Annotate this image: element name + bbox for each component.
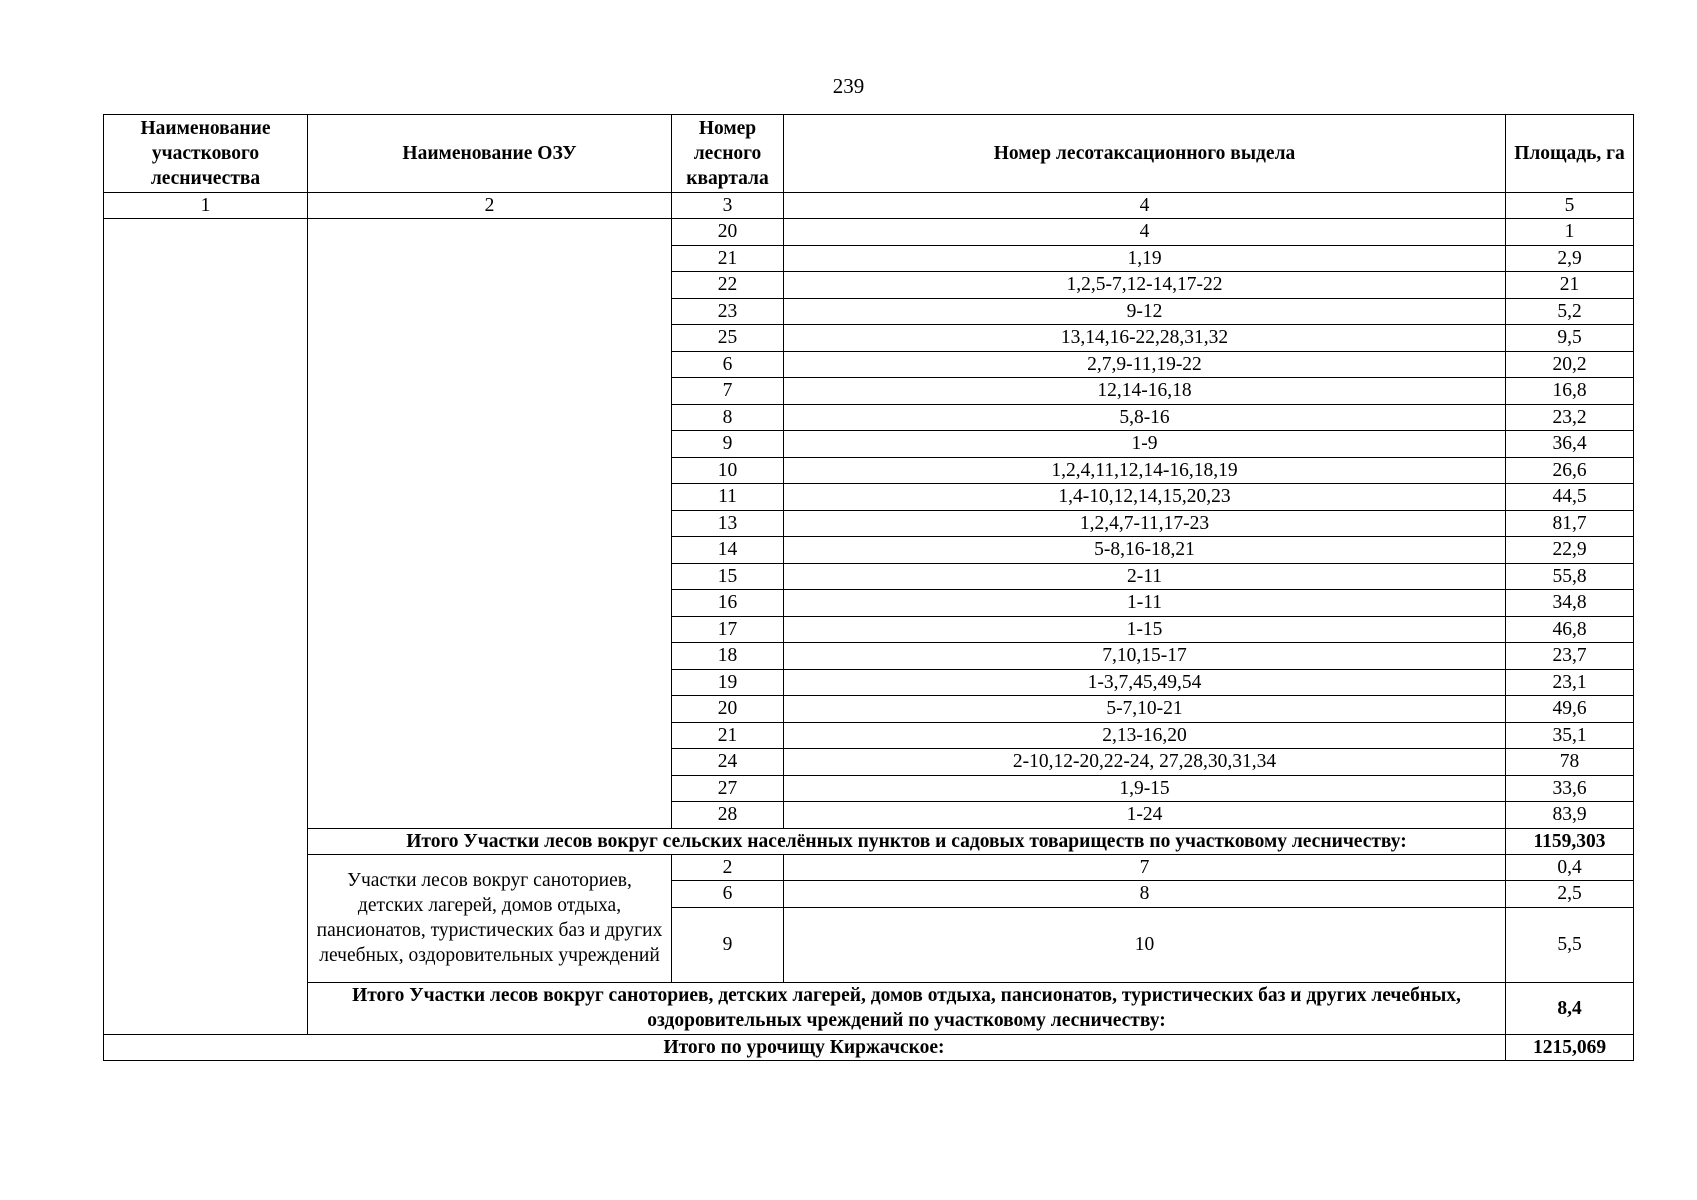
area-cell: 81,7 (1506, 510, 1634, 537)
grand-total-label: Итого по урочищу Киржачское: (104, 1034, 1506, 1060)
header-area: Площадь, га (1506, 115, 1634, 193)
column-number-row (104, 193, 1634, 219)
ozu-cell: Участки лесов вокруг санoториев, детских лагерей, домов отдыха, пансионатов, туристических баз и других лечебных, оздоровительных учреждений (308, 854, 672, 982)
kvartal-cell: 21 (672, 722, 784, 749)
area-cell: 49,6 (1506, 696, 1634, 723)
column-number: 1 (104, 193, 308, 219)
area-cell: 46,8 (1506, 616, 1634, 643)
kvartal-cell: 17 (672, 616, 784, 643)
table-row (104, 219, 1634, 246)
page-number: 239 (832, 74, 865, 98)
kvartal-cell: 19 (672, 669, 784, 696)
kvartal-cell: 2 (672, 854, 784, 881)
vydel-cell: 1-15 (784, 616, 1506, 643)
header-ozu: Наименование ОЗУ (308, 115, 672, 193)
header-vydel: Номер лесотаксационного выдела (784, 115, 1506, 193)
vydel-cell: 5,8-16 (784, 404, 1506, 431)
vydel-cell: 7,10,15-17 (784, 643, 1506, 670)
vydel-cell: 1,19 (784, 245, 1506, 272)
vydel-cell: 2-10,12-20,22-24, 27,28,30,31,34 (784, 749, 1506, 776)
table-row (104, 854, 1634, 881)
area-cell: 21 (1506, 272, 1634, 299)
vydel-cell: 2,13-16,20 (784, 722, 1506, 749)
vydel-cell: 5-8,16-18,21 (784, 537, 1506, 564)
kvartal-cell: 22 (672, 272, 784, 299)
kvartal-cell: 25 (672, 325, 784, 352)
vydel-cell: 1,9-15 (784, 775, 1506, 802)
vydel-cell: 5-7,10-21 (784, 696, 1506, 723)
area-cell: 35,1 (1506, 722, 1634, 749)
area-cell: 33,6 (1506, 775, 1634, 802)
column-number: 5 (1506, 193, 1634, 219)
grand-total-area: 1215,069 (1506, 1034, 1634, 1060)
kvartal-cell: 24 (672, 749, 784, 776)
kvartal-cell: 9 (672, 907, 784, 982)
column-number: 2 (308, 193, 672, 219)
area-cell: 83,9 (1506, 802, 1634, 829)
kvartal-cell: 8 (672, 404, 784, 431)
area-cell: 22,9 (1506, 537, 1634, 564)
header-lesnichestvo: Наименование участкового лесничества (104, 115, 308, 193)
vydel-cell: 1,2,4,11,12,14-16,18,19 (784, 457, 1506, 484)
area-cell: 26,6 (1506, 457, 1634, 484)
kvartal-cell: 9 (672, 431, 784, 458)
column-number: 4 (784, 193, 1506, 219)
area-cell: 2,5 (1506, 881, 1634, 908)
forest-table (103, 114, 1634, 1061)
area-cell: 55,8 (1506, 563, 1634, 590)
area-cell: 23,1 (1506, 669, 1634, 696)
group2-total-label: Итого Участки лесов вокруг санoториев, детских лагерей, домов отдыха, пансионатов, туристических баз и других лечебных, оздоровительных чреждений по участковому лесничеству: (308, 982, 1506, 1034)
kvartal-cell: 13 (672, 510, 784, 537)
kvartal-cell: 7 (672, 378, 784, 405)
kvartal-cell: 6 (672, 351, 784, 378)
vydel-cell: 1-9 (784, 431, 1506, 458)
vydel-cell: 1-3,7,45,49,54 (784, 669, 1506, 696)
area-cell: 78 (1506, 749, 1634, 776)
vydel-cell: 2,7,9-11,19-22 (784, 351, 1506, 378)
header-row (104, 115, 1634, 193)
vydel-cell: 7 (784, 854, 1506, 881)
vydel-cell: 2-11 (784, 563, 1506, 590)
vydel-cell: 8 (784, 881, 1506, 908)
ozu-cell (308, 219, 672, 829)
vydel-cell: 1-11 (784, 590, 1506, 617)
kvartal-cell: 16 (672, 590, 784, 617)
vydel-cell: 12,14-16,18 (784, 378, 1506, 405)
header-kvartal: Номер лесного квартала (672, 115, 784, 193)
area-cell: 0,4 (1506, 854, 1634, 881)
vydel-cell: 9-12 (784, 298, 1506, 325)
area-cell: 23,2 (1506, 404, 1634, 431)
kvartal-cell: 11 (672, 484, 784, 511)
area-cell: 5,5 (1506, 907, 1634, 982)
area-cell: 34,8 (1506, 590, 1634, 617)
vydel-cell: 1-24 (784, 802, 1506, 829)
vydel-cell: 4 (784, 219, 1506, 246)
lesnichestvo-cell (104, 219, 308, 1035)
area-cell: 9,5 (1506, 325, 1634, 352)
table-body (104, 219, 1634, 1061)
column-number: 3 (672, 193, 784, 219)
kvartal-cell: 21 (672, 245, 784, 272)
area-cell: 5,2 (1506, 298, 1634, 325)
group2-total-area: 8,4 (1506, 982, 1634, 1034)
area-cell: 36,4 (1506, 431, 1634, 458)
kvartal-cell: 10 (672, 457, 784, 484)
kvartal-cell: 27 (672, 775, 784, 802)
kvartal-cell: 23 (672, 298, 784, 325)
group2-total-row (104, 982, 1634, 1034)
group1-total-area: 1159,303 (1506, 828, 1634, 854)
group1-total-label: Итого Участки лесов вокруг сельских населённых пунктов и садовых товариществ по участковому лесничеству: (308, 828, 1506, 854)
grand-total-row (104, 1034, 1634, 1060)
vydel-cell: 1,4-10,12,14,15,20,23 (784, 484, 1506, 511)
vydel-cell: 1,2,5-7,12-14,17-22 (784, 272, 1506, 299)
area-cell: 20,2 (1506, 351, 1634, 378)
kvartal-cell: 28 (672, 802, 784, 829)
kvartal-cell: 20 (672, 696, 784, 723)
area-cell: 2,9 (1506, 245, 1634, 272)
kvartal-cell: 18 (672, 643, 784, 670)
area-cell: 23,7 (1506, 643, 1634, 670)
area-cell: 44,5 (1506, 484, 1634, 511)
kvartal-cell: 6 (672, 881, 784, 908)
kvartal-cell: 20 (672, 219, 784, 246)
group1-total-row (104, 828, 1634, 854)
area-cell: 1 (1506, 219, 1634, 246)
area-cell: 16,8 (1506, 378, 1634, 405)
kvartal-cell: 15 (672, 563, 784, 590)
vydel-cell: 13,14,16-22,28,31,32 (784, 325, 1506, 352)
kvartal-cell: 14 (672, 537, 784, 564)
vydel-cell: 10 (784, 907, 1506, 982)
vydel-cell: 1,2,4,7-11,17-23 (784, 510, 1506, 537)
